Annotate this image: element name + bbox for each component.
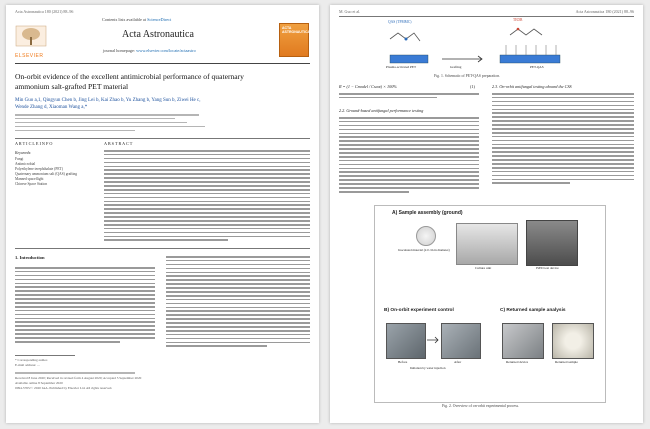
cover-title: ACTA ASTRONAUTICA [282, 26, 310, 34]
fig2-caption: Fig. 2. Overview of on-orbit experimental process. [442, 404, 520, 408]
right-arrow-icon [426, 336, 440, 344]
pet-qas-block [500, 55, 560, 63]
available-online: Available online 8 September 2020 [15, 381, 63, 385]
ised-device-photo [526, 220, 578, 266]
returned-sample-label: Returned sample [555, 360, 578, 364]
contents-line [102, 18, 171, 22]
scheme-caption: Fig. 1. Schematic of PET-QAS preparation. [434, 74, 501, 78]
footnote-rule [15, 355, 75, 356]
homepage-line [103, 49, 196, 53]
authors-line-1: Min Guo a,1, Qingyun Chen b, Jing Lei b, Kai Zhao b, Yu Zhang b, Yang Sun b, Ziwei He c, [15, 98, 201, 103]
culture-unit-photo [456, 223, 518, 265]
homepage-prefix: journal homepage: [103, 48, 137, 53]
footnote-email: E-mail address: ... [15, 363, 40, 367]
authors-line-2: Wende Zhang d, Xiaoman Wang a,* [15, 105, 88, 110]
footnote-corresponding: * Corresponding author. [15, 358, 48, 362]
article-info-heading: A R T I C L E I N F O [15, 141, 53, 146]
introduction-heading: 1. Introduction [15, 255, 45, 260]
intro-left-column [15, 267, 155, 345]
returned-device-label: Returned device [506, 360, 529, 364]
page-2 [330, 5, 643, 423]
info-rule [15, 138, 310, 139]
homepage-link[interactable]: www.elsevier.com/locate/actaastro [136, 48, 196, 53]
section-2-2-heading: 2.2. Ground-based antifungal performance testing [339, 108, 424, 113]
inoculated-material-label: Inoculated material (2.0 cm in diameter) [398, 248, 450, 252]
sciencedirect-link[interactable]: ScienceDirect [147, 17, 172, 22]
journal-ref: Acta Astronautica 180 (2021) 88–96 [15, 9, 74, 14]
header-rule [339, 16, 634, 17]
copyright-line: 0094-5765/© 2020 IAA. Published by Elsevier Ltd. All rights reserved. [15, 386, 113, 390]
returned-sample-photo [552, 323, 594, 359]
article-title-line-2: ammonium salt-grafted PET material [15, 82, 129, 91]
fig2-panel-b-title: B) On-orbit experiment control [384, 308, 454, 313]
before-photo [386, 323, 426, 359]
header-rule [15, 63, 310, 64]
running-header-authors: M. Guo et al. [339, 9, 361, 14]
keyword-item: Chinese Space Station [15, 182, 48, 186]
elsevier-tree-logo [15, 25, 47, 51]
left-column-text-1 [339, 93, 479, 101]
journal-cover-thumbnail [279, 23, 309, 57]
keywords-label: Keywords: [15, 151, 32, 155]
water-injection-label: Initiation by water injection [410, 366, 446, 370]
scheme-qas-label: QAS (TPMMC) [388, 20, 412, 24]
fig2-panel-c-title: C) Returned sample analysis [500, 308, 566, 313]
fig2-panel-a-title: A) Sample assembly (ground) [392, 210, 463, 216]
affiliations-block [15, 114, 215, 133]
scheme-tedb-label: TEDB [513, 18, 523, 22]
keyword-item: Quaternary ammonium salt (QAS) grafting [15, 172, 78, 176]
grafting-arrow-icon [442, 56, 482, 62]
scheme-product-label: PET-QAS [530, 65, 544, 69]
journal-title: Acta Astronautica [122, 29, 194, 40]
plasma-pet-block [390, 55, 428, 63]
after-label: After [454, 360, 462, 364]
returned-device-photo [502, 323, 544, 359]
keyword-item: Polyethylene terephthalate (PET) [15, 167, 63, 171]
equation-number: (1) [470, 84, 475, 89]
qas-molecule-icon [390, 33, 420, 41]
abstract-body [104, 150, 310, 243]
keyword-item: Fungi [15, 157, 24, 161]
received-dates: Received 8 June 2020; Received in revised form 4 August 2020; Accepted 5 September 2020 [15, 376, 142, 380]
scheme-plasma-label: Plasma-activated PET [386, 65, 417, 69]
abstract-heading: A B S T R A C T [104, 141, 133, 146]
abstract-rule [15, 248, 310, 249]
publisher-name: ELSEVIER [15, 53, 44, 59]
right-column-text [492, 93, 634, 186]
section-2-3-heading: 2.3. On-orbit antifungal testing aboard the CSS [492, 84, 572, 89]
running-header-journal: Acta Astronautica 180 (2021) 88–96 [575, 9, 634, 14]
equation: R = (1 − Cmodel / Cseat) × 100% [339, 84, 397, 89]
before-label: Before [398, 360, 408, 364]
keyword-item: Manned spaceflight [15, 177, 44, 181]
tedb-molecule-icon [510, 28, 542, 35]
scheme-grafting-label: Grafting [450, 65, 462, 69]
page-1 [6, 5, 319, 423]
ised-device-label: ISED test device [536, 266, 559, 270]
left-column-text-2 [339, 117, 479, 195]
culture-unit-label: Culture unit [475, 266, 492, 270]
keyword-item: Antimicrobial [15, 162, 36, 166]
contents-prefix: Contents lists available at [102, 17, 148, 22]
article-title-line-1: On-orbit evidence of the excellent antimicrobial performance of quaternary [15, 72, 244, 81]
intro-right-column [166, 256, 310, 349]
inoculated-material-photo [416, 226, 436, 246]
after-photo [441, 323, 481, 359]
